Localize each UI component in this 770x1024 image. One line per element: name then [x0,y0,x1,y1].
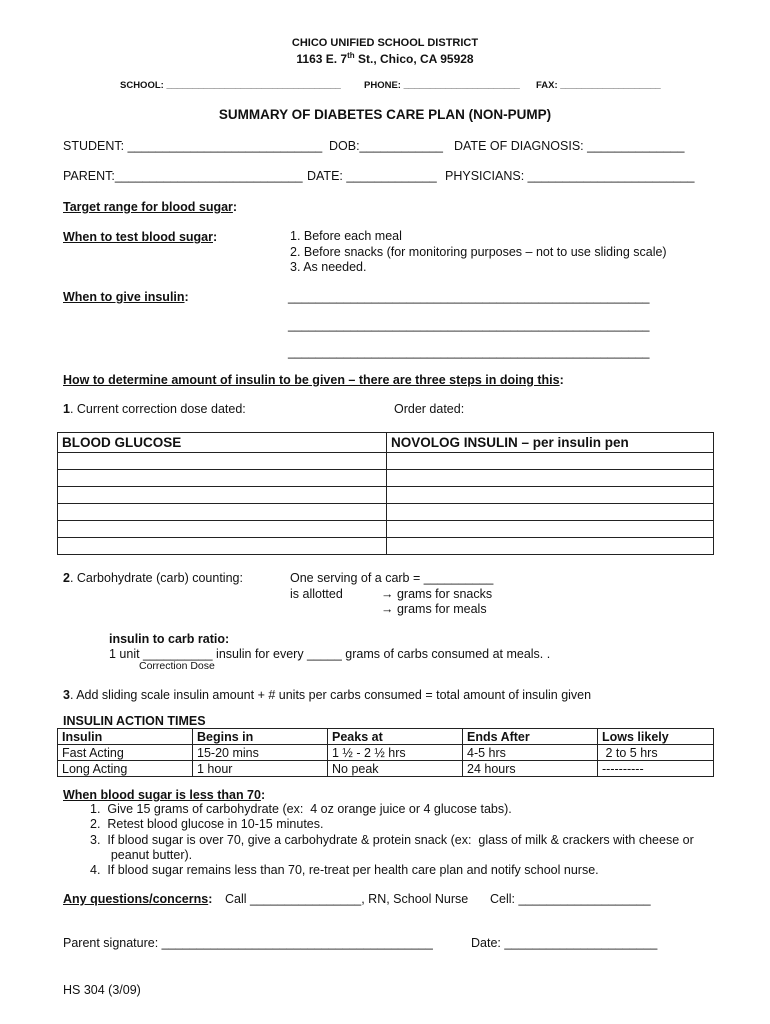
table-cell[interactable] [58,521,387,538]
ratio-text[interactable]: 1 unit __________ insulin for every _____ grams of carbs consumed at meals. . [109,647,551,661]
table-cell[interactable] [387,470,714,487]
snacks-grams: → grams for snacks [381,587,493,601]
table-header: Lows likely [598,729,714,745]
steps-heading: How to determine amount of insulin to be given – there are three steps in doing this: [63,373,564,387]
nurse-call-field[interactable]: Call ________________, RN, School Nurse [225,892,469,906]
low-sugar-item: 4. If blood sugar remains less than 70, re-treat per health care plan and notify school nurse. [90,863,599,877]
table-cell[interactable] [387,538,714,555]
table-cell[interactable] [58,453,387,470]
signature-date-field[interactable]: Date: ______________________ [471,936,658,950]
table-cell[interactable] [58,538,387,555]
table-cell: 1 ½ - 2 ½ hrs [328,745,463,761]
table-cell: 15-20 mins [193,745,328,761]
low-sugar-item: peanut butter). [90,848,193,862]
table-cell: Long Acting [58,761,193,777]
table-row [58,745,714,761]
insulin-label: When to give insulin: [63,290,189,304]
table-cell: ---------- [598,761,714,777]
carb-serving[interactable]: One serving of a carb = __________ [290,571,494,585]
insulin-line[interactable]: ____________________________________________________ [288,345,650,359]
table-header: Insulin [58,729,193,745]
insulin-line[interactable]: ____________________________________________________ [288,290,650,304]
order-dated-label: Order dated: [394,402,465,416]
physicians-field[interactable]: PHYSICIANS: ________________________ [445,169,695,183]
phone-field[interactable]: PHONE: ______________________ [364,80,520,91]
table-cell: 2 to 5 hrs [598,745,714,761]
dose-table [57,432,714,555]
low-sugar-item: 2. Retest blood glucose in 10-15 minutes. [90,817,324,831]
low-sugar-item: 1. Give 15 grams of carbohydrate (ex: 4 oz orange juice or 4 glucose tabs). [90,802,512,816]
table-cell[interactable] [387,521,714,538]
form-title: SUMMARY OF DIABETES CARE PLAN (NON-PUMP) [218,107,552,122]
test-item: 3. As needed. [290,260,367,274]
correction-dose-note: Correction Dose [139,660,215,672]
allotted-label: is allotted [290,587,343,601]
table-cell: 4-5 hrs [463,745,598,761]
parent-field[interactable]: PARENT:___________________________ [63,169,303,183]
step-2: 2. Carbohydrate (carb) counting: [63,571,243,585]
test-item: 1. Before each meal [290,229,402,243]
ratio-label: insulin to carb ratio: [109,632,230,646]
low-sugar-heading: When blood sugar is less than 70: [63,788,266,802]
table-cell[interactable] [387,453,714,470]
table-cell[interactable] [58,470,387,487]
step-3: 3. Add sliding scale insulin amount + # units per carbs consumed = total amount of insulin given [63,688,592,702]
fax-field[interactable]: FAX: ___________________ [536,80,661,91]
table-cell: 24 hours [463,761,598,777]
table-header: Peaks at [328,729,463,745]
test-label: When to test blood sugar: [63,230,218,244]
table-cell[interactable] [387,504,714,521]
target-range-label: Target range for blood sugar: [63,200,238,214]
table-cell[interactable] [387,487,714,504]
table-header: Begins in [193,729,328,745]
address-city: St., Chico, CA 95928 [354,52,474,66]
table-header: BLOOD GLUCOSE [58,433,387,453]
table-header: NOVOLOG INSULIN – per insulin pen [387,433,714,453]
student-field[interactable]: STUDENT: ____________________________ [63,139,323,153]
dob-field[interactable]: DOB:____________ [329,139,443,153]
parent-signature-field[interactable]: Parent signature: _______________________________________ [63,936,433,950]
table-cell[interactable] [58,504,387,521]
diagnosis-date-field[interactable]: DATE OF DIAGNOSIS: ______________ [454,139,685,153]
step-1: 1. Current correction dose dated: [63,402,246,416]
school-field[interactable]: SCHOOL: _________________________________ [120,80,341,91]
form-number: HS 304 (3/09) [63,983,141,997]
action-times-title: INSULIN ACTION TIMES [63,714,206,728]
district-name: CHICO UNIFIED SCHOOL DISTRICT [291,37,479,49]
district-address [0,51,770,66]
table-cell: No peak [328,761,463,777]
address-street: 1163 E. 7 [296,52,348,66]
questions-label: Any questions/concerns: [63,892,213,906]
table-cell[interactable] [58,487,387,504]
insulin-line[interactable]: ____________________________________________________ [288,318,650,332]
table-cell: 1 hour [193,761,328,777]
cell-field[interactable]: Cell: ___________________ [490,892,651,906]
action-times-table [57,728,714,777]
low-sugar-item: 3. If blood sugar is over 70, give a carbohydrate & protein snack (ex: glass of milk & crackers with cheese or [90,833,694,847]
meals-grams: → grams for meals [381,602,487,616]
table-header: Ends After [463,729,598,745]
date-field[interactable]: DATE: _____________ [307,169,437,183]
table-row [58,761,714,777]
address-superscript: th [347,51,355,60]
table-cell: Fast Acting [58,745,193,761]
test-item: 2. Before snacks (for monitoring purposes – not to use sliding scale) [290,245,667,259]
